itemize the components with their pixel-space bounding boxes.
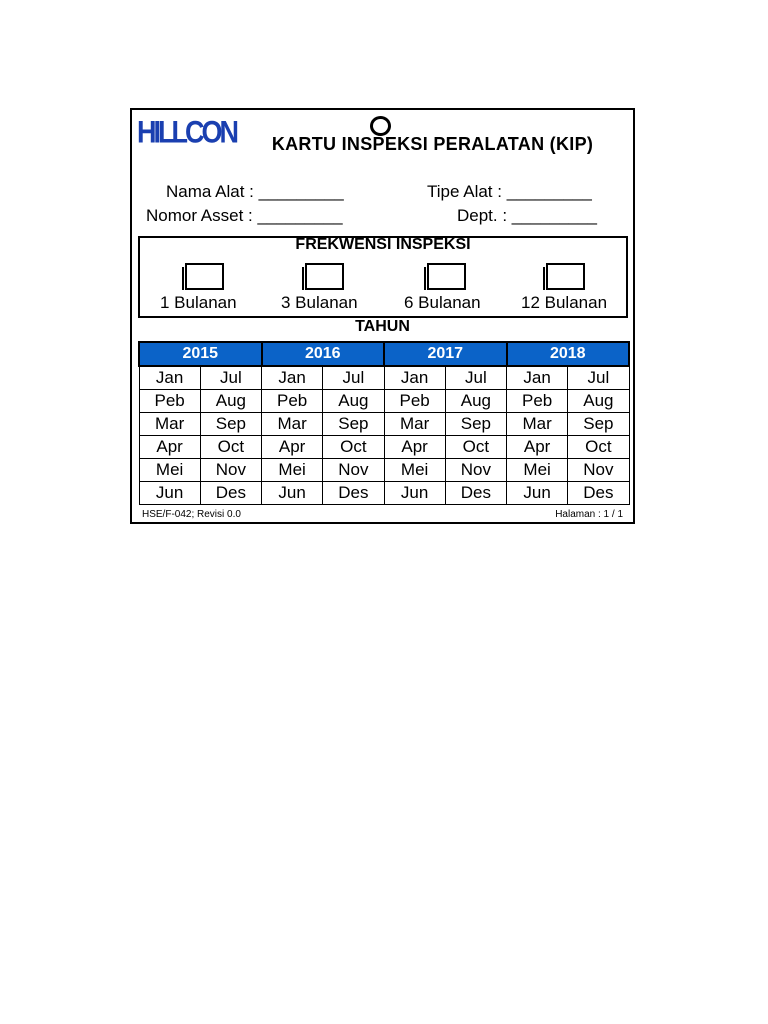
month-cell: Jun — [139, 482, 200, 505]
month-cell: Des — [200, 482, 261, 505]
month-cell: Jun — [262, 482, 323, 505]
month-cell: Nov — [200, 459, 261, 482]
year-header: 2017 — [384, 342, 507, 366]
month-cell: Peb — [384, 390, 445, 413]
month-cell: Peb — [262, 390, 323, 413]
month-cell: Oct — [445, 436, 506, 459]
month-cell: Sep — [200, 413, 261, 436]
field-nomor-asset: Nomor Asset : _________ — [146, 206, 343, 225]
checkbox-3-bulanan[interactable] — [305, 263, 344, 290]
checkbox-1-bulanan[interactable] — [185, 263, 224, 290]
tahun-label: TAHUN — [355, 318, 410, 335]
month-cell: Peb — [507, 390, 568, 413]
year-header-row — [139, 342, 629, 366]
month-cell: Nov — [323, 459, 384, 482]
month-cell: Apr — [507, 436, 568, 459]
month-cell: Oct — [323, 436, 384, 459]
field-tipe-alat: Tipe Alat : _________ — [427, 182, 592, 201]
month-cell: Jul — [445, 366, 506, 390]
field-dept: Dept. : _________ — [457, 206, 597, 225]
label-1-bulanan: 1 Bulanan — [160, 293, 237, 312]
month-row — [139, 390, 629, 413]
month-cell: Nov — [568, 459, 629, 482]
month-cell: Jul — [323, 366, 384, 390]
month-cell: Aug — [200, 390, 261, 413]
month-cell: Jul — [568, 366, 629, 390]
month-cell: Oct — [200, 436, 261, 459]
checkbox-12-bulanan[interactable] — [546, 263, 585, 290]
year-header: 2018 — [507, 342, 630, 366]
month-cell: Apr — [139, 436, 200, 459]
month-cell: Mei — [384, 459, 445, 482]
month-cell: Jul — [200, 366, 261, 390]
field-nama-alat: Nama Alat : _________ — [166, 182, 344, 201]
month-row — [139, 413, 629, 436]
company-logo: HILLCON — [137, 115, 236, 150]
card-title: KARTU INSPEKSI PERALATAN (KIP) — [271, 134, 594, 154]
month-cell: Sep — [568, 413, 629, 436]
month-row — [139, 482, 629, 505]
year-header: 2016 — [262, 342, 385, 366]
month-cell: Mei — [139, 459, 200, 482]
label-12-bulanan: 12 Bulanan — [521, 293, 608, 312]
label-3-bulanan: 3 Bulanan — [281, 293, 358, 312]
year-header: 2015 — [139, 342, 262, 366]
month-row — [139, 436, 629, 459]
month-cell: Nov — [445, 459, 506, 482]
month-cell: Mar — [262, 413, 323, 436]
page-number: Halaman : 1 / 1 — [555, 509, 623, 520]
month-cell: Apr — [384, 436, 445, 459]
month-cell: Aug — [568, 390, 629, 413]
month-cell: Jun — [507, 482, 568, 505]
frequency-box — [138, 236, 628, 318]
month-row — [139, 459, 629, 482]
month-cell: Jun — [384, 482, 445, 505]
checkbox-6-bulanan[interactable] — [427, 263, 466, 290]
ring-icon — [370, 116, 391, 136]
frequency-title: FREKWENSI INSPEKSI — [295, 236, 471, 253]
inspection-card — [130, 108, 635, 524]
month-cell: Sep — [445, 413, 506, 436]
month-cell: Aug — [323, 390, 384, 413]
month-cell: Mei — [507, 459, 568, 482]
calendar-table — [138, 341, 630, 505]
month-row — [139, 366, 629, 390]
month-cell: Peb — [139, 390, 200, 413]
label-6-bulanan: 6 Bulanan — [404, 293, 481, 312]
month-cell: Oct — [568, 436, 629, 459]
month-cell: Sep — [323, 413, 384, 436]
month-cell: Jan — [139, 366, 200, 390]
month-cell: Des — [445, 482, 506, 505]
month-cell: Jan — [507, 366, 568, 390]
form-code: HSE/F-042; Revisi 0.0 — [142, 509, 241, 520]
month-cell: Apr — [262, 436, 323, 459]
month-cell: Mar — [507, 413, 568, 436]
month-cell: Jan — [384, 366, 445, 390]
month-cell: Mar — [384, 413, 445, 436]
month-cell: Des — [323, 482, 384, 505]
month-cell: Aug — [445, 390, 506, 413]
month-cell: Jan — [262, 366, 323, 390]
month-grid — [139, 366, 629, 505]
month-cell: Mei — [262, 459, 323, 482]
month-cell: Des — [568, 482, 629, 505]
month-cell: Mar — [139, 413, 200, 436]
